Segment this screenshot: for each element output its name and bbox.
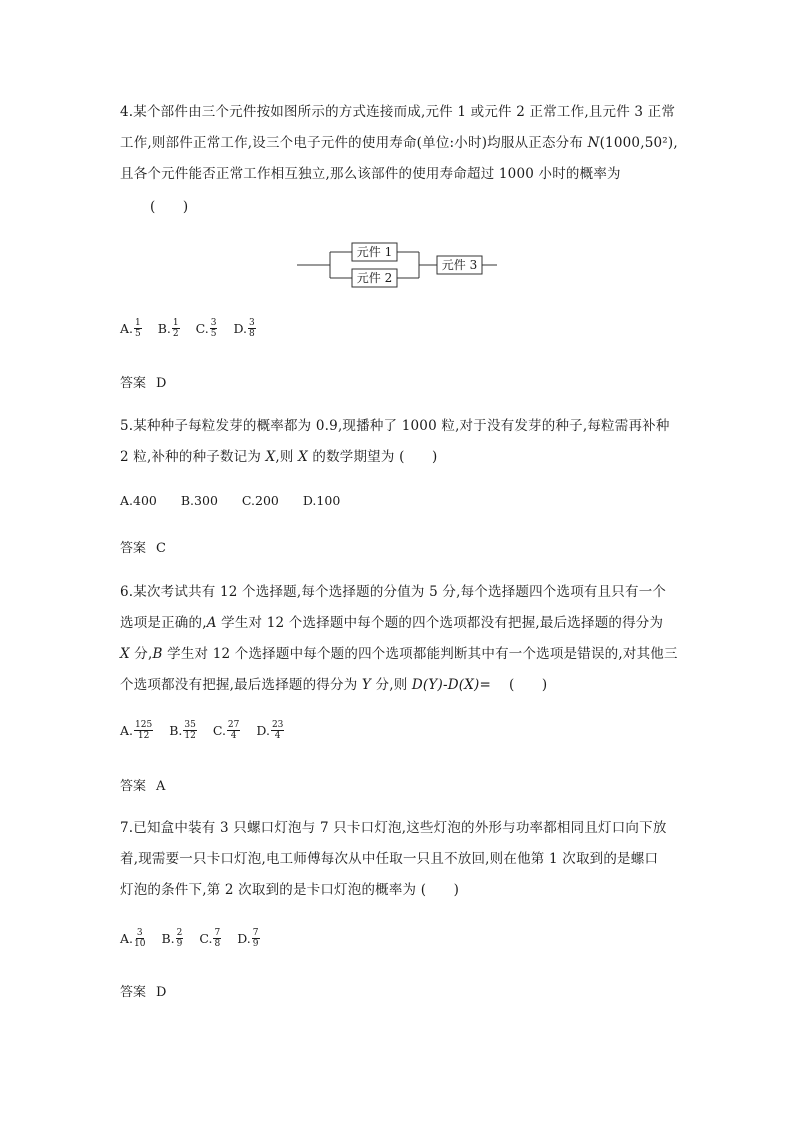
q6-line-1: 6.某次考试共有 12 个选择题,每个选择题的分值为 5 分,每个选择题四个选项有且只有一个 [120,584,667,600]
q7-line-2: 着,现需要一只卡口灯泡,电工师傅每次从中任取一只且不放回,则在他第 1 次取到的是螺口 [120,851,659,867]
fraction: $\frac{1}{5}$ [135,318,141,339]
fraction: $\frac{7}{9}$ [252,928,259,949]
q7-answer: 答案 D [120,985,167,1000]
q6-variance-expression: D(Y)-D(X)= [411,677,492,693]
q4-option-d[interactable]: D. $\frac{3}{8}$ [233,318,255,339]
q5-option-d[interactable]: D. 100 [302,493,341,508]
q7-line-1: 7.已知盒中装有 3 只螺口灯泡与 7 只卡口灯泡,这些灯泡的外形与功率都相同且灯口向下放 [120,820,667,836]
fraction: $\frac{23}{4}$ [271,720,284,741]
q6-line-2: 选项是正确的,A 学生对 12 个选择题中每个题的四个选项都没有把握,最后选择题的得分为 [120,615,664,631]
q4-options [120,318,272,339]
fraction: $\frac{3}{5}$ [210,318,217,339]
q4-answer-value: D [156,376,167,391]
q5-answer-value: C [156,541,166,556]
q4-answer: 答案 D [120,376,167,391]
q4-answer-paren: ( ) [150,199,189,215]
q4-line-1: 4.某个部件由三个元件按如图所示的方式连接而成,元件 1 或元件 2 正常工作,且元件 3 正常 [120,104,676,120]
fraction: $\frac{27}{4}$ [227,720,240,741]
q4-line-2-text: 工作,则部件正常工作,设三个电子元件的使用寿命(单位:小时)均服从正态分布 [120,135,588,151]
q5-answer: 答案 C [120,541,166,556]
q6-option-c[interactable]: C. $\frac{27}{4}$ [212,720,240,741]
fraction: $\frac{1}{2}$ [172,318,179,339]
q7-option-b[interactable]: B. $\frac{2}{9}$ [161,928,183,949]
element-3-box [437,256,482,274]
q4-circuit-diagram [295,238,500,290]
q7-options [120,928,276,949]
element-1-box [352,243,397,261]
q5-option-c[interactable]: C. 200 [241,493,279,508]
q6-option-d[interactable]: D. $\frac{23}{4}$ [256,720,284,741]
element-2-label: 元件 2 [356,271,393,285]
q4-option-c[interactable]: C. $\frac{3}{5}$ [195,318,217,339]
q4-normal-symbol: N [587,135,600,151]
q6-line-4: 个选项都没有把握,最后选择题的得分为 Y 分,则 D(Y)-D(X)= ( ) [120,677,548,693]
q7-answer-value: D [156,985,167,1000]
q6-option-a[interactable]: A. $\frac{125}{12}$ [120,720,153,741]
q7-line-3: 灯泡的条件下,第 2 次取到的是卡口灯泡的概率为 ( ) [120,882,460,898]
fraction: $\frac{35}{12}$ [184,720,196,741]
q4-normal-params: (1000,50²), [599,135,678,151]
q6-option-b[interactable]: B. $\frac{35}{12}$ [169,720,196,741]
q6-line-3: X 分,B 学生对 12 个选择题中每个题的四个选项都能判断其中有一个选项是错误的,对其他三 [120,646,678,662]
fraction: $\frac{125}{12}$ [135,720,153,741]
q7-option-a[interactable]: A. $\frac{3}{10}$ [120,928,146,949]
fraction: $\frac{3}{8}$ [249,318,255,339]
q5-option-a[interactable]: A. 400 [120,493,157,508]
q5-options [120,493,356,508]
fraction: $\frac{2}{9}$ [176,928,183,949]
q5-line-2: 2 粒,补种的种子数记为 X,则 X 的数学期望为 ( ) [120,449,438,465]
q7-option-d[interactable]: D. $\frac{7}{9}$ [237,928,259,949]
element-2-box [352,269,397,287]
q4-line-3: 且各个元件能否正常工作相互独立,那么该部件的使用寿命超过 1000 小时的概率为 [120,166,621,182]
q7-option-c[interactable]: C. $\frac{7}{8}$ [199,928,221,949]
q5-option-b[interactable]: B. 300 [180,493,218,508]
fraction: $\frac{7}{8}$ [214,928,221,949]
element-1-label: 元件 1 [356,245,393,259]
element-3-label: 元件 3 [441,258,478,272]
q5-line-1: 5.某种种子每粒发芽的概率都为 0.9,现播种了 1000 粒,对于没有发芽的种子,每粒需再补种 [120,418,670,434]
q4-option-a[interactable]: A. $\frac{1}{5}$ [120,318,141,339]
q6-answer: 答案 A [120,779,166,794]
q4-line-2 [120,133,678,153]
fraction: $\frac{3}{10}$ [134,928,146,949]
q6-answer-value: A [156,779,166,794]
q6-options [120,720,300,741]
q4-option-b[interactable]: B. $\frac{1}{2}$ [157,318,179,339]
